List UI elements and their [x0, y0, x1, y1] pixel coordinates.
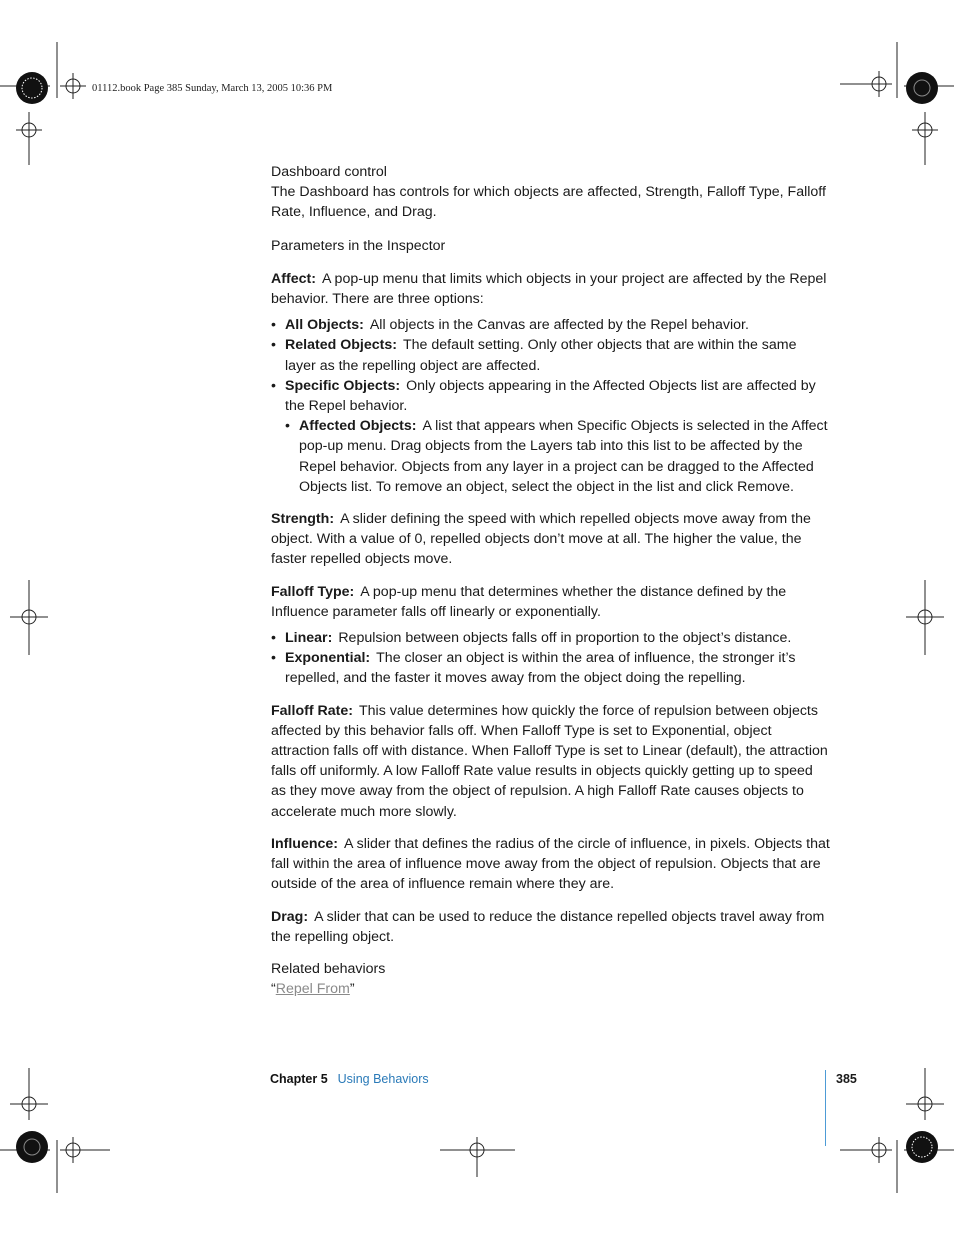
falloff-rate-term: Falloff Rate: — [271, 702, 353, 719]
close-quote: ” — [349, 981, 355, 998]
falloff-type-text: A pop-up menu that determines whether the distance defined by the Influence parameter falls off linearly or exponentially. — [271, 583, 787, 620]
option-term: Related Objects: — [285, 337, 397, 354]
falloff-type-paragraph — [271, 582, 831, 622]
option-text: A list that appears when Specific Objects is selected in the Affect pop-up menu. Drag objects from the Layers tab into this list to be affected by the Repel behavior. Objects from any layer in a project can be dragged to the Affected Objects list. To remove an object, select the object in the list and click Remove. — [299, 418, 828, 495]
influence-text: A slider that defines the radius of the circle of influence, in pixels. Objects that fall within the area of influence move away from the object of repulsion. Objects that are outside of the area of influence remain where they are. — [271, 835, 830, 893]
option-text: The default setting. Only other objects that are within the same layer as the repelling object are affected. — [285, 337, 797, 374]
drag-term: Drag: — [271, 908, 309, 925]
open-quote: “ — [271, 981, 276, 998]
footer-chapter — [270, 1072, 429, 1086]
affect-options-list — [271, 315, 831, 497]
list-item — [285, 416, 831, 497]
affect-paragraph — [271, 269, 831, 309]
drag-paragraph — [271, 907, 831, 947]
option-term: Linear: — [285, 630, 333, 647]
page-number: 385 — [836, 1072, 857, 1086]
list-item — [271, 628, 831, 648]
affect-term: Affect: — [271, 270, 316, 287]
falloff-rate-paragraph — [271, 701, 831, 822]
falloff-rate-text: This value determines how quickly the force of repulsion between objects affected by this behavior falls off. When Falloff Type is set to Exponential, object attraction falls off with distance. When Falloff Type is set to Linear (default), the attraction falls off uniformly. A low Falloff Rate value results in objects quickly getting up to speed as they move away from the object of repulsion. A high Falloff Rate causes objects to accelerate much more slowly. — [271, 702, 828, 820]
falloff-type-term: Falloff Type: — [271, 583, 355, 600]
dashboard-paragraph: The Dashboard has controls for which objects are affected, Strength, Falloff Type, Falloff Rate, Influence, and Drag. — [271, 184, 826, 221]
list-item — [271, 335, 831, 375]
affect-text: A pop-up menu that limits which objects in your project are affected by the Repel behavior. There are three options: — [271, 270, 827, 308]
option-term: Specific Objects: — [285, 377, 401, 394]
option-text: All objects in the Canvas are affected by the Repel behavior. — [369, 317, 749, 334]
inspector-heading: Parameters in the Inspector — [271, 237, 446, 254]
strength-text: A slider defining the speed with which repelled objects move away from the object. With a value of 0, repelled objects don’t move at all. The higher the value, the faster repelled objects move. — [271, 511, 811, 568]
repel-from-link[interactable]: Repel From — [275, 981, 350, 998]
list-item — [271, 376, 831, 497]
strength-term: Strength: — [271, 511, 335, 528]
chapter-title-link[interactable]: Using Behaviors — [337, 1072, 429, 1086]
option-text: Only objects appearing in the Affected Objects list are affected by the Repel behavior. — [285, 377, 816, 415]
influence-paragraph — [271, 834, 831, 895]
related-heading: Related behaviors — [271, 960, 386, 977]
list-item — [271, 648, 831, 688]
option-term: All Objects: — [285, 317, 364, 334]
footer-divider — [825, 1070, 826, 1146]
influence-term: Influence: — [271, 835, 339, 852]
dashboard-heading: Dashboard control — [271, 164, 387, 180]
strength-paragraph — [271, 509, 831, 570]
chapter-label: Chapter 5 — [270, 1072, 328, 1086]
option-text: The closer an object is within the area of influence, the stronger it’s repelled, and the faster it moves away from the object doing the repelling. — [285, 650, 796, 687]
drag-text: A slider that can be used to reduce the distance repelled objects travel away from the repelling object. — [271, 908, 825, 945]
print-slug: 01112.book Page 385 Sunday, March 13, 2005 10:36 PM — [92, 83, 333, 94]
affect-sub-list — [285, 416, 831, 497]
page-body — [271, 162, 831, 999]
related-line — [271, 979, 831, 999]
falloff-type-options-list — [271, 628, 831, 689]
list-item — [271, 315, 831, 335]
option-term: Exponential: — [285, 650, 371, 667]
option-text: Repulsion between objects falls off in proportion to the object’s distance. — [338, 630, 792, 647]
option-term: Affected Objects: — [299, 418, 417, 435]
